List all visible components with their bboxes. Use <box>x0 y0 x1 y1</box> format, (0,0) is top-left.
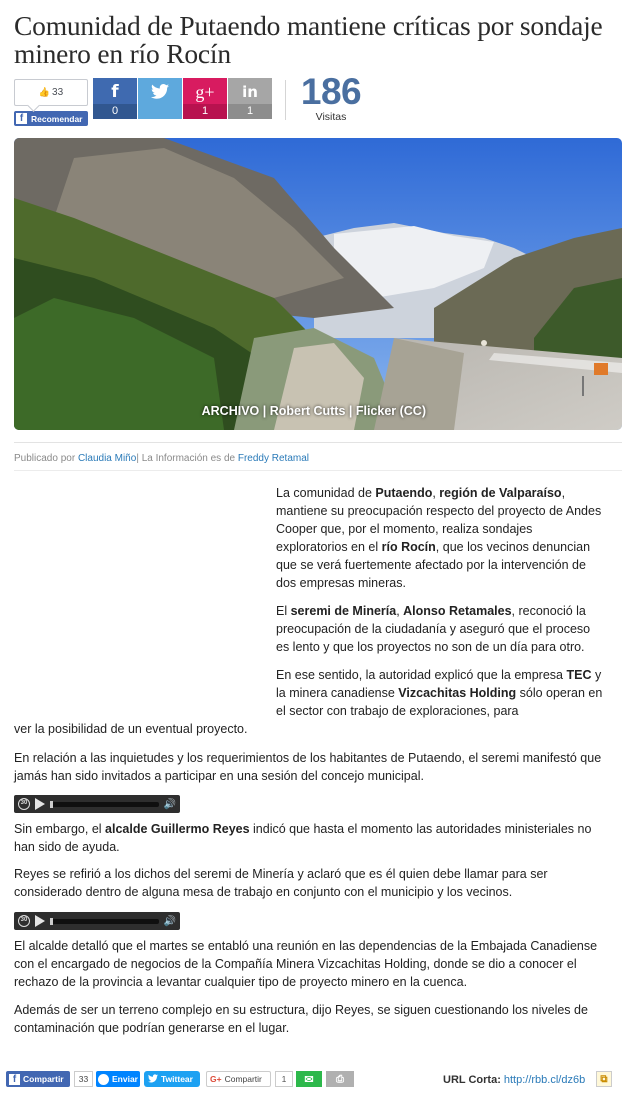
published-by-label: Publicado por <box>14 453 76 464</box>
messenger-icon <box>98 1074 109 1085</box>
article-title: Comunidad de Putaendo mantiene críticas por sondaje minero en río Rocín <box>14 10 603 69</box>
twitter-icon <box>138 78 182 104</box>
paragraph-6: Reyes se refirió a los dichos del seremi de Minería y aclaró que es él quien debe llamar para ser considerado dentro de alguna mesa de trabajo en conjunto con el municipio y los vecinos. <box>14 867 548 899</box>
footer-messenger-label: Enviar <box>112 1074 138 1084</box>
googleplus-icon: G+ <box>210 1074 222 1084</box>
byline-divider-bottom <box>14 470 622 471</box>
hero-caption: ARCHIVO | Robert Cutts | Flicker (CC) <box>201 404 426 418</box>
twitter-share-count <box>138 104 182 119</box>
social-divider <box>285 80 286 120</box>
byline <box>14 453 309 464</box>
footer-tweet-label: Twittear <box>161 1074 193 1084</box>
email-share-button[interactable] <box>296 1071 322 1087</box>
audio-player-1[interactable] <box>14 795 180 813</box>
paragraph-4: En relación a las inquietudes y los requerimientos de los habitantes de Putaendo, el seremi manifestó que jamás han sido invitados a participar en una sesión del concejo municipal. <box>14 751 602 783</box>
footer-messenger-button[interactable] <box>96 1071 140 1087</box>
paragraph-8: Además de ser un terreno complejo en su estructura, dijo Reyes, se siguen cuestionando los niveles de contaminación que podrían generarse en el lugar. <box>14 1003 588 1035</box>
paragraph-5: Sin embargo, el alcalde Guillermo Reyes indicó que hasta el momento las autoridades ministeriales no han sido de ayuda. <box>14 822 592 854</box>
facebook-icon: f <box>16 113 27 124</box>
volume-icon[interactable]: 🔊 <box>163 915 176 927</box>
fb-recommend-label: Recomendar <box>31 113 83 124</box>
visits-counter <box>296 72 366 123</box>
fb-like-widget[interactable] <box>14 79 88 126</box>
mountain-valley-photo <box>14 138 622 430</box>
footer-googleplus-count: 1 <box>275 1071 293 1087</box>
print-button[interactable] <box>326 1071 354 1087</box>
googleplus-icon: g+ <box>195 82 215 102</box>
footer-googleplus-label: Compartir <box>224 1074 262 1084</box>
footer-facebook-share-count: 33 <box>74 1071 93 1087</box>
paragraph-1: La comunidad de Putaendo, región de Valparaíso, mantiene su preocupación respecto del proyecto de Andes Cooper que, por el momento, realiza sondajes exploratorios en el río Rocín, que los vecinos denuncian que se verá fuertemente afectado por la intervención de dos empresas mineras. <box>276 486 602 590</box>
linkedin-icon: in <box>242 83 258 101</box>
footer-tweet-button[interactable] <box>144 1071 200 1087</box>
fb-like-count <box>14 79 88 106</box>
linkedin-share-count: 1 <box>228 104 272 119</box>
copy-url-button[interactable] <box>596 1071 612 1087</box>
author-link[interactable]: Claudia Miño <box>77 453 137 464</box>
rewind-30-icon[interactable]: 30 <box>18 798 30 810</box>
play-icon[interactable] <box>35 915 45 927</box>
info-source-label: | La Información es de <box>136 453 236 464</box>
short-url-link[interactable]: http://rbb.cl/dz6b <box>503 1074 586 1086</box>
twitter-share-button[interactable] <box>138 78 182 119</box>
volume-icon[interactable]: 🔊 <box>163 798 176 810</box>
byline-divider <box>14 442 622 443</box>
linkedin-share-button[interactable] <box>228 78 272 119</box>
hero-image <box>14 138 622 430</box>
facebook-icon: f <box>111 82 119 102</box>
printer-icon: ⎙ <box>336 1073 344 1085</box>
facebook-share-button[interactable] <box>93 78 137 119</box>
fb-like-count-value: 33 <box>52 87 64 98</box>
paragraph-2: El seremi de Minería, Alonso Retamales, reconoció la preocupación de la ciudadanía y aseguró que el proceso es lento y que los proyectos no son de un día para otro. <box>276 604 591 654</box>
rewind-30-icon[interactable]: 30 <box>18 915 30 927</box>
short-url-label: URL Corta: <box>443 1074 501 1086</box>
copy-icon: ⧉ <box>600 1073 608 1085</box>
fb-recommend-button[interactable] <box>14 111 88 126</box>
googleplus-share-count: 1 <box>183 104 227 119</box>
thumbs-up-icon: 👍 <box>38 87 51 97</box>
facebook-icon: f <box>9 1074 20 1085</box>
twitter-icon <box>148 1074 158 1085</box>
play-icon[interactable] <box>35 798 45 810</box>
visits-count: 186 <box>300 71 362 112</box>
audio-player-2[interactable] <box>14 912 180 930</box>
facebook-share-count: 0 <box>93 104 137 119</box>
paragraph-3: En ese sentido, la autoridad explicó que la empresa TEC y la minera canadiense Vizcachitas Holding sólo operan en el sector con trabajo de exploraciones, para <box>276 668 603 718</box>
footer-facebook-share-button[interactable] <box>6 1071 70 1087</box>
googleplus-share-button[interactable] <box>183 78 227 119</box>
audio-progress-track[interactable] <box>50 919 159 924</box>
audio-progress-track[interactable] <box>50 802 159 807</box>
paragraph-3-continued: ver la posibilidad de un eventual proyecto. <box>14 722 248 736</box>
footer-facebook-share-label: Compartir <box>23 1074 64 1084</box>
footer-googleplus-share-button[interactable] <box>206 1071 271 1087</box>
source-link[interactable]: Freddy Retamal <box>237 453 309 464</box>
short-url <box>443 1072 593 1088</box>
envelope-icon: ✉ <box>304 1073 314 1086</box>
paragraph-7: El alcalde detalló que el martes se entabló una reunión en las dependencias de la Embajada Canadiense con el encargado de negocios de la Compañía Minera Vizcachitas Holding, donde se dio a conocer el rechazo de la provincia a levantar cualquier tipo de proyecto minero en la cuenca. <box>14 939 598 989</box>
visits-label: Visitas <box>315 111 347 123</box>
